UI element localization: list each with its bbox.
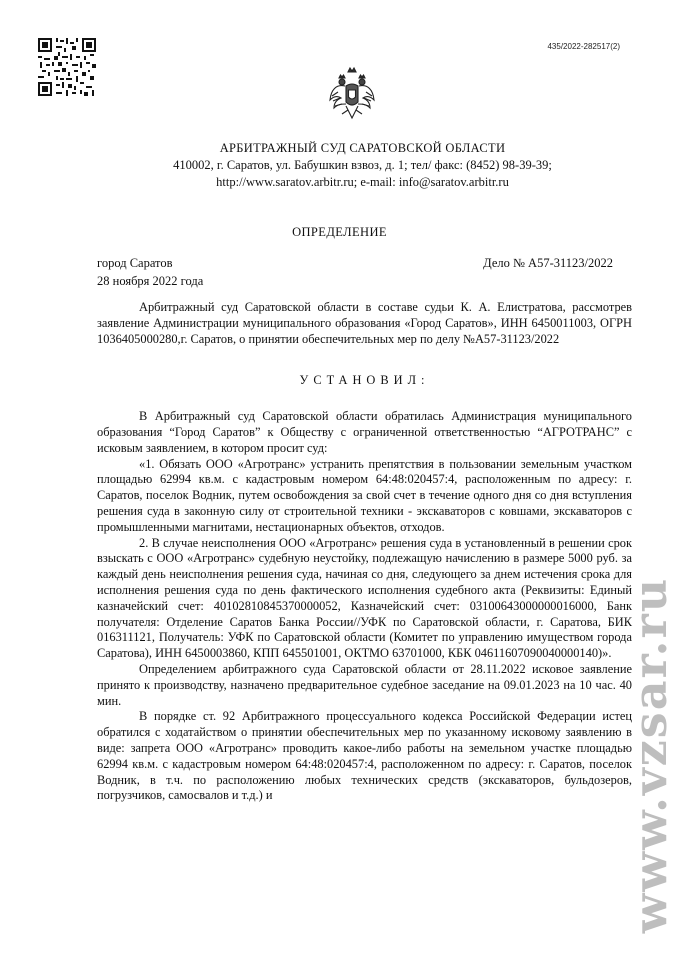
body-paragraph-4: Определением арбитражного суда Саратовской области от 28.11.2022 исковое заявление принято к производству, назначено предварительное судебное заседание на 09.01.2023 на 10 час. 40 мин. (97, 661, 632, 708)
body-paragraph-1: В Арбитражный суд Саратовской области обратилась Администрация муниципального образования “Город Саратов” к Обществу с ограниченной ответственностью “АГРОТРАНС” с исковым заявлением, в котором просит суд: (97, 409, 632, 455)
qr-code-icon (38, 38, 96, 96)
body-paragraph-5: В порядке ст. 92 Арбитражного процессуального кодекса Российской Федерации истец обратился с ходатайством о принятии обеспечительных мер по указанному исковому заявлению в виде: запрета ООО «Агротранс» проводить какое-либо работы на земельном участке площадью 62994 кв.м. с кадастровым номером 64:48:020457:4, расположенном по адресу: г. Саратов, поселок Водник, в т.ч. по расположению любых технических средств (экскаваторов, бульдозеров, погрузчиков, самосвалов и т.д.) и (97, 709, 632, 803)
city: город Саратов (97, 256, 173, 270)
court-address: 410002, г. Саратов, ул. Бабушкин взвоз, д. 1; тел/ факс: (8452) 98-39-39; (173, 158, 552, 172)
document-title: ОПРЕДЕЛЕНИЕ (292, 225, 387, 239)
court-header (0, 140, 679, 191)
place-and-date (97, 254, 203, 290)
court-contacts: http://www.saratov.arbitr.ru; e-mail: info@saratov.arbitr.ru (216, 175, 509, 189)
body-paragraph-2: «1. Обязать ООО «Агротранс» устранить препятствия в пользовании земельным участком площадью 62994 кв.м. с кадастровым номером 64:48:020457:4, расположенным по адресу: г. Саратов, поселок Водник, путем освобождения за свой счет в течение одного дня со дня вступления решения суда в законную силу от строительной техники - экскаваторов с ковшами, экскаваторов с промышленными магнитами, нестационарных объектов, отходов. (97, 456, 632, 534)
site-watermark (623, 560, 678, 950)
intro-paragraph: Арбитражный суд Саратовской области в составе судьи К. А. Елистратова, рассмотрев заявление Администрации муниципального образования «Город Саратов», ИНН 6450011003, ОГРН 1036405000280,г. Саратов, о принятии обеспечительных мер по делу №А57-31123/2022 (97, 300, 632, 346)
body-paragraph-3: 2. В случае неисполнения ООО «Агротранс» решения суда в установленный в решении срок взыскать с ООО «Агротранс» судебную неустойку, подлежащую начислению в размере 5000 руб. за каждый день неисполнения решения суда, начиная со дня, следующего за днем истечения срока для исполнения решения суда по день фактического исполнения судебного акта (Реквизиты: Единый казначейский счет: 40102810845370000052, Казначейский счет: 03100643000000016000, Банк получателя: Отделение Саратов Банка России//УФК по Саратовской области, г. Саратова, БИК 016311121, Получатель: УФК по Саратовской области (Комитет по управлению имуществом города Саратова), ИНН 6450003860, КПП 645501001, ОКТМО 63701000, КБК 04611607090040000140)». (97, 535, 632, 661)
document-date: 28 ноября 2022 года (97, 274, 204, 288)
watermark-text: www.vzsar.ru (623, 576, 678, 934)
document-body (97, 300, 632, 804)
court-name: АРБИТРАЖНЫЙ СУД САРАТОВСКОЙ ОБЛАСТИ (219, 141, 506, 155)
established-heading: УСТАНОВИЛ: (299, 373, 430, 388)
coat-of-arms-icon (328, 66, 376, 122)
document-number: 435/2022-282517(2) (547, 42, 620, 51)
case-number: Дело № А57-31123/2022 (483, 256, 613, 270)
